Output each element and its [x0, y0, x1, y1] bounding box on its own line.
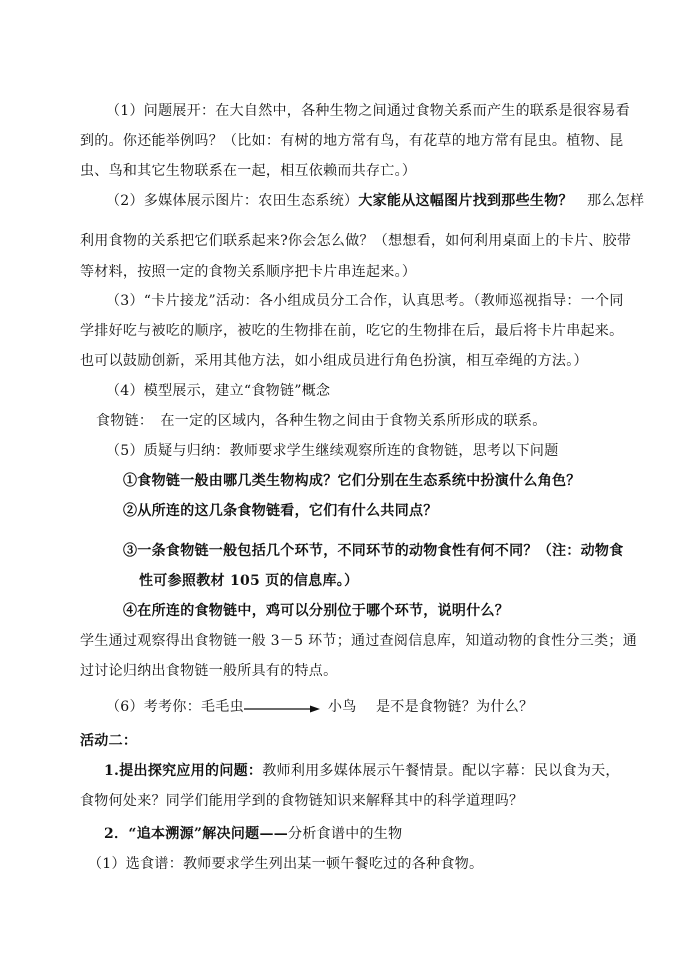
- quiz-question: 是不是食物链？为什么？: [376, 699, 534, 715]
- summary-line-2: 过讨论归纳出食物链一般所具有的特点。: [80, 663, 338, 679]
- paragraph-3-line-2: 学排好吃与被吃的顺序，被吃的生物排在前，吃它的生物排在后，最后将卡片串起来。: [80, 323, 624, 339]
- activity-2-step-2: [104, 826, 402, 843]
- step-2-title: 2．“追本溯源”解决问题——: [104, 826, 289, 842]
- paragraph-2-tail: 那么怎样: [572, 193, 645, 209]
- quiz-predator: 小鸟: [328, 699, 357, 715]
- step-2-text: 分析食谱中的生物: [288, 826, 403, 842]
- paragraph-1-line-1: （1）问题展开：在大自然中，各种生物之间通过食物关系而产生的联系是很容易看: [106, 103, 631, 119]
- activity-2-heading: 活动二：: [80, 733, 138, 749]
- paragraph-2-question: 大家能从这幅图片找到那些生物？: [358, 193, 573, 209]
- summary-line-1: 学生通过观察得出食物链一般 3－5 环节；通过查阅信息库，知道动物的食性分三类；通: [80, 633, 638, 649]
- paragraph-5: （5）质疑与归纳：教师要求学生继续观察所连的食物链，思考以下问题: [106, 443, 559, 459]
- question-2: ②从所连的这几条食物链看，它们有什么共同点？: [123, 503, 438, 519]
- paragraph-1-line-3: 虫、鸟和其它生物联系在一起，相互依赖而共存亡。）: [80, 163, 417, 179]
- quiz-subject: （6）考考你：毛毛虫: [106, 699, 244, 715]
- arrow-right-icon: [244, 704, 320, 714]
- step-1-text: 教师利用多媒体展示午餐情景。配以字幕：民以食为天，: [262, 763, 620, 779]
- food-chain-definition: 食物链： 在一定的区域内，各种生物之间由于食物关系所形成的联系。: [96, 413, 547, 429]
- step-1-title: 1.提出探究应用的问题：: [104, 763, 263, 779]
- question-1: ①食物链一般由哪几类生物构成？它们分别在生态系统中扮演什么角色？: [123, 473, 581, 489]
- paragraph-3-line-1: （3）“卡片接龙”活动：各小组成员分工合作，认真思考。（教师巡视指导：一个同: [106, 293, 624, 309]
- question-4: ④在所连的食物链中，鸡可以分别位于哪个环节，说明什么？: [123, 603, 510, 619]
- activity-2-step-2-sub-1: （1）选食谱：教师要求学生列出某一顿午餐吃过的各种食物。: [88, 856, 484, 872]
- paragraph-1-line-2: 到的。你还能举例吗？（比如：有树的地方常有鸟，有花草的地方常有昆虫。植物、昆: [80, 133, 624, 149]
- paragraph-3-line-3: 也可以鼓励创新，采用其他方法，如小组成员进行角色扮演，相互牵绳的方法。）: [80, 353, 588, 369]
- activity-2-step-1-line-1: [104, 763, 620, 780]
- paragraph-2-line-1: [106, 193, 644, 210]
- paragraph-2-line-2: 利用食物的关系把它们联系起来?你会怎么做？（想想看，如何利用桌面上的卡片、胶带: [80, 233, 632, 249]
- question-3-line-1: ③一条食物链一般包括几个环节，不同环节的动物食性有何不同？（注：动物食: [123, 543, 624, 559]
- paragraph-2-line-3: 等材料，按照一定的食物关系顺序把卡片串连起来。）: [80, 264, 417, 280]
- paragraph-4: （4）模型展示，建立“食物链”概念: [106, 383, 331, 399]
- question-3-line-2: 性可参照教材 105 页的信息库。）: [139, 573, 359, 589]
- paragraph-2-intro: （2）多媒体展示图片：农田生态系统）: [106, 193, 359, 209]
- activity-2-step-1-line-2: 食物何处来？同学们能用学到的食物链知识来解释其中的科学道理吗？: [80, 793, 524, 809]
